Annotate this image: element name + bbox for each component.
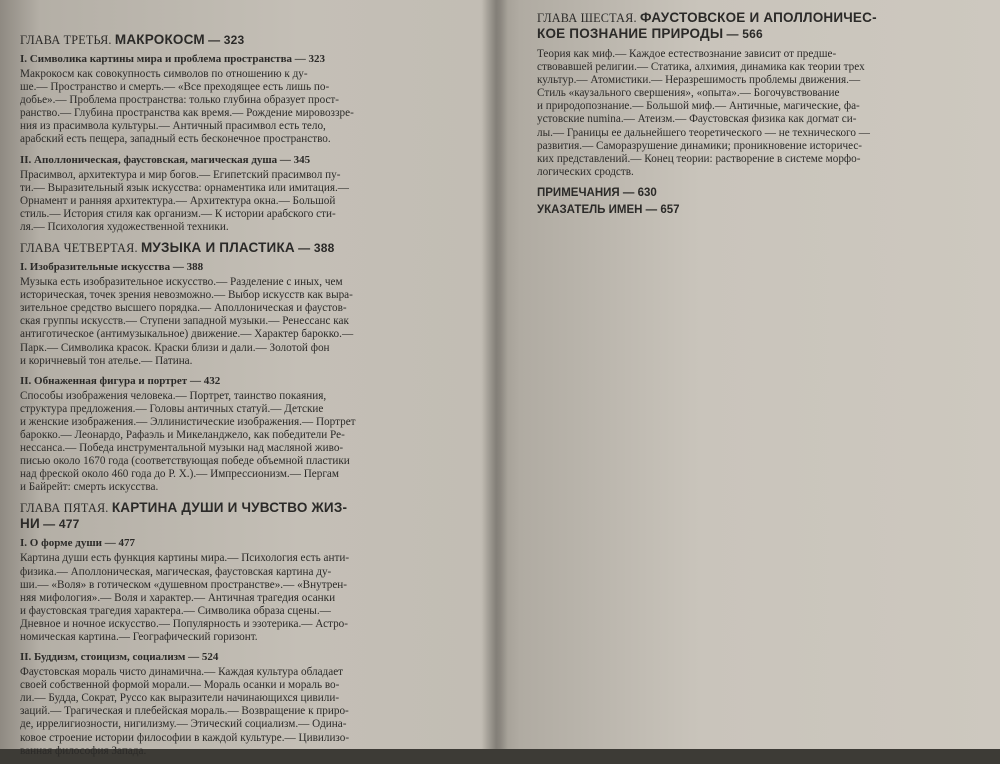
name-index-entry: УКАЗАТЕЛЬ ИМЕН — 657 [537, 203, 680, 216]
text-line: добье».— Проблема пространства: только глубина образует прост- [20, 94, 340, 107]
text-line: ше.— Пространство и смерть.— «Все преходящее есть лишь по- [20, 81, 330, 94]
text-line: де, иррелигиозности, нигилизму.— Этический социализм.— Одина- [20, 718, 347, 731]
chapter-title-continued: КОЕ ПОЗНАНИЕ ПРИРОДЫ [537, 26, 724, 41]
text-line: ких представлений.— Конец теории: растворение в системе морфо- [537, 152, 861, 165]
text-line: Орнамент и ранняя архитектура.— Архитектура окна.— Большой [20, 194, 336, 207]
text-line: устовские numina.— Атеизм.— Фаустовская физика как догмат си- [537, 113, 857, 126]
text-line: Теория как миф.— Каждое естествознание зависит от предше- [537, 48, 837, 60]
text-line: и коричневый тон ателье.— Патина. [20, 354, 193, 367]
text-line: ти.— Выразительный язык искусства: орнаментика или имитация.— [20, 181, 349, 194]
chapter-title-continued: НИ [20, 516, 40, 532]
chapter-page: — 566 [726, 27, 763, 41]
text-line: Фаустовская мораль чисто динамична.— Каждая культура обладает [20, 666, 344, 679]
section-summary [20, 169, 465, 234]
left-column [20, 32, 465, 764]
text-line: и женские изображения.— Эллинистические изображения.— Портрет [20, 415, 356, 428]
text-line: Музыка есть изобразительное искусство.— Разделение с иных, чем [20, 276, 343, 289]
section-summary [20, 552, 465, 644]
chapter-label: ГЛАВА ПЯТАЯ. [20, 501, 109, 516]
text-line: Макрокосм как совокупность символов по отношению к ду- [20, 68, 308, 80]
right-column [537, 10, 947, 219]
chapter-4-heading [20, 240, 465, 256]
text-line: культур.— Атомистики.— Неразрешимость проблемы движения.— [537, 74, 861, 87]
chapter-title: МАКРОКОСМ [114, 32, 205, 47]
chapter-label: ГЛАВА ШЕСТАЯ. [537, 11, 637, 25]
text-line: развития.— Саморазрушение динамики; проникновение историчес- [537, 139, 863, 152]
text-line: логических сродств. [537, 165, 634, 178]
text-line: ли.— Будда, Сократ, Руссо как выразители начинающихся цивили- [20, 692, 340, 705]
section-title: I. О форме души — 477 [20, 537, 135, 550]
text-line: арабский есть пещера, западный есть бесконечное пространство. [20, 133, 331, 146]
section-summary [20, 68, 465, 147]
chapter-page: — 323 [208, 33, 245, 47]
text-line: стиль.— История стиля как организм.— К истории арабского сти- [20, 207, 336, 220]
text-line: антиготическое (антимузыкальное) движение.— Характер барокко.— [20, 328, 354, 341]
text-line: нессанса.— Победа инструментальной музыки над масляной живо- [20, 442, 344, 455]
chapter-title: ФАУСТОВСКОЕ И АПОЛЛОНИЧЕС- [639, 10, 877, 25]
text-line: Стиль «каузального свершения», «опыта».— Богочувствование [537, 87, 840, 100]
chapter-3-heading [20, 32, 465, 48]
section-title: II. Обнаженная фигура и портрет — 432 [20, 374, 221, 387]
text-line: няя мифология».— Воля и характер.— Античная трагедия осанки [20, 591, 336, 604]
right-page [500, 0, 1000, 749]
text-line: ковое строение истории философии в каждой культуре.— Цивилизо- [20, 731, 350, 744]
chapter-label: ГЛАВА ТРЕТЬЯ. [20, 33, 112, 47]
text-line: ния из прасимвола культуры.— Античный прасимвол есть тело, [20, 120, 326, 133]
text-line: Прасимвол, архитектура и мир богов.— Египетский прасимвол пу- [20, 168, 341, 181]
text-line: физика.— Аполлоническая, магическая, фаустовская картина ду- [20, 565, 332, 578]
text-line: лы.— Границы ее дальнейшего теоретического — не технического — [537, 126, 870, 139]
text-line: и фаустовская трагедия характера.— Символика образа сцены.— [20, 604, 331, 617]
chapter-6-heading [537, 10, 947, 42]
section-title: II. Буддизм, стоицизм, социализм — 524 [20, 651, 219, 664]
text-line: ши.— «Воля» в готическом «душевном пространстве».— «Внутрен- [20, 578, 347, 591]
text-line: историческая, точек зрения невозможно.— Выбор искусств как выра- [20, 289, 353, 302]
section-summary [20, 666, 465, 758]
text-line: Способы изображения человека.— Портрет, таинство покаяния, [20, 389, 327, 402]
text-line: писью около 1670 года (соответствующая победе объемной пластики [20, 455, 350, 468]
text-line: ская группы искусств.— Ступени западной музыки.— Ренессанс как [20, 315, 349, 328]
left-page [0, 0, 488, 757]
text-line: Картина души есть функция картины мира.— Психология есть анти- [20, 552, 350, 565]
section-title: I. Изобразительные искусства — 388 [20, 261, 204, 274]
text-line: ванная философия Запада. [20, 744, 147, 757]
text-line: над фреской около 460 года до Р. Х.).— Импрессионизм.— Пергам [20, 468, 339, 481]
section-summary [20, 390, 465, 495]
text-line: структура предложения.— Головы античных статуй.— Детские [20, 402, 324, 415]
chapter-page: — 477 [43, 517, 80, 532]
text-line: своей собственной формой морали.— Мораль осанки и мораль во- [20, 679, 340, 692]
chapter-label: ГЛАВА ЧЕТВЕРТАЯ. [20, 241, 138, 256]
chapter-title: КАРТИНА ДУШИ И ЧУВСТВО ЖИЗ- [111, 500, 348, 516]
section-title: I. Символика картины мира и проблема пространства — 323 [20, 53, 326, 65]
text-line: и Байрейт: смерть искусства. [20, 481, 159, 494]
text-line: Дневное и ночное искусство.— Популярность и эзотерика.— Астро- [20, 617, 348, 630]
notes-entry: ПРИМЕЧАНИЯ — 630 [537, 186, 657, 199]
text-line: номическая картина.— Географический горизонт. [20, 631, 258, 643]
text-line: ранство.— Глубина пространства как время.— Рождение мировоззре- [20, 107, 354, 120]
chapter-title: МУЗЫКА И ПЛАСТИКА [140, 240, 295, 256]
section-summary [20, 276, 465, 368]
text-line: Парк.— Символика красок. Краски близи и дали.— Золотой фон [20, 341, 330, 354]
text-line: заций.— Трагическая и плебейская мораль.— Возвращение к приро- [20, 705, 349, 718]
text-line: ля.— Психология художественной техники. [20, 220, 229, 233]
text-line: барокко.— Леонардо, Рафаэль и Микеланджело, как победители Ре- [20, 428, 345, 441]
text-line: зительное средство высшего порядка.— Аполлоническая и фаустов- [20, 302, 347, 315]
text-line: и природопознание.— Большой миф.— Античные, магические, фа- [537, 100, 860, 113]
text-line: ствовавшей религии.— Статика, алхимия, динамика как теории трех [537, 61, 865, 74]
section-title: II. Аполлоническая, фаустовская, магическая душа — 345 [20, 153, 311, 166]
chapter-5-heading [20, 500, 465, 532]
chapter-page: — 388 [298, 241, 335, 256]
chapter-summary [537, 48, 947, 179]
